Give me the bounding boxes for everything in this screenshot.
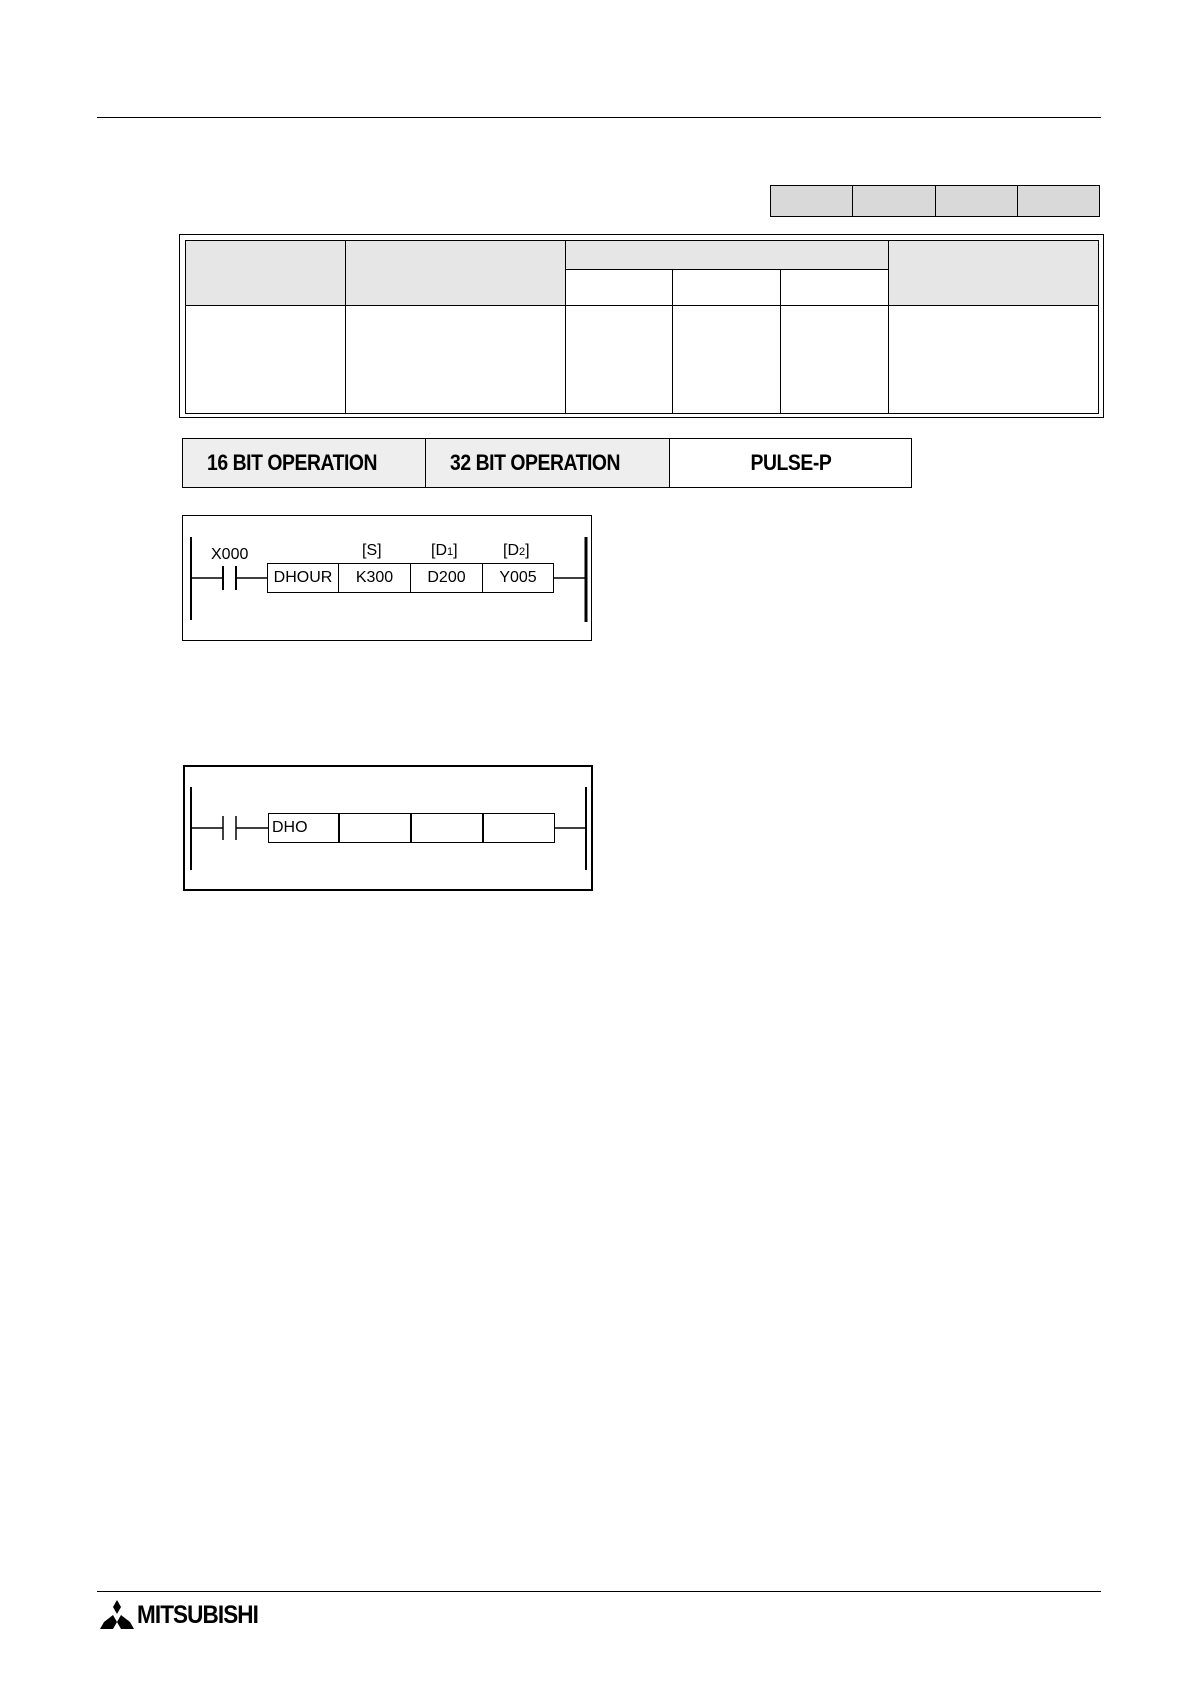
spec-body-cell xyxy=(781,306,889,414)
applicability-cell xyxy=(771,186,853,216)
spec-subheader-cell xyxy=(673,270,781,306)
logo-text: MITSUBISHI xyxy=(137,1600,259,1629)
instruction-block xyxy=(267,563,554,593)
spec-body-cell xyxy=(345,306,565,414)
operand-d1 xyxy=(412,814,484,842)
contact-label: X000 xyxy=(211,546,249,563)
ladder-diagram-example xyxy=(182,515,592,641)
spec-subheader-cell xyxy=(565,270,673,306)
op-16bit: 16 BIT OPERATION xyxy=(183,439,426,487)
spec-header-cell xyxy=(565,241,889,270)
op-32bit: 32 BIT OPERATION xyxy=(426,439,670,487)
spec-header-cell xyxy=(186,241,346,306)
operand-label-d1: [D1] xyxy=(431,542,458,559)
instruction-mnemonic: DHOUR xyxy=(268,564,339,592)
operand-d1: D200 xyxy=(411,564,483,592)
spec-table xyxy=(185,240,1099,414)
spec-header-cell xyxy=(889,241,1099,306)
applicability-cell xyxy=(1018,186,1099,216)
operand-s xyxy=(340,814,412,842)
op-pulse: PULSE-P xyxy=(670,439,911,487)
applicability-cell xyxy=(853,186,935,216)
ladder-diagram-format xyxy=(183,765,593,891)
operand-label-d2: [D2] xyxy=(503,542,530,559)
operand-label-s: [S] xyxy=(362,542,382,559)
spec-body-cell xyxy=(186,306,346,414)
operand-s: K300 xyxy=(339,564,411,592)
spec-body-cell xyxy=(889,306,1099,414)
operation-band xyxy=(182,438,912,488)
mitsubishi-logo xyxy=(100,1600,271,1630)
spec-subheader-cell xyxy=(781,270,889,306)
spec-body-cell xyxy=(673,306,781,414)
footer-rule xyxy=(97,1591,1101,1592)
instruction-mnemonic: DHO xyxy=(269,814,340,842)
applicability-cell xyxy=(936,186,1018,216)
three-diamonds-icon xyxy=(100,1600,134,1630)
spec-header-cell xyxy=(345,241,565,306)
applicability-strip xyxy=(770,185,1100,217)
operand-d2: Y005 xyxy=(499,569,537,586)
operand-d2 xyxy=(484,814,554,842)
instruction-block xyxy=(268,813,555,843)
header-rule xyxy=(97,117,1101,118)
spec-body-cell xyxy=(565,306,673,414)
